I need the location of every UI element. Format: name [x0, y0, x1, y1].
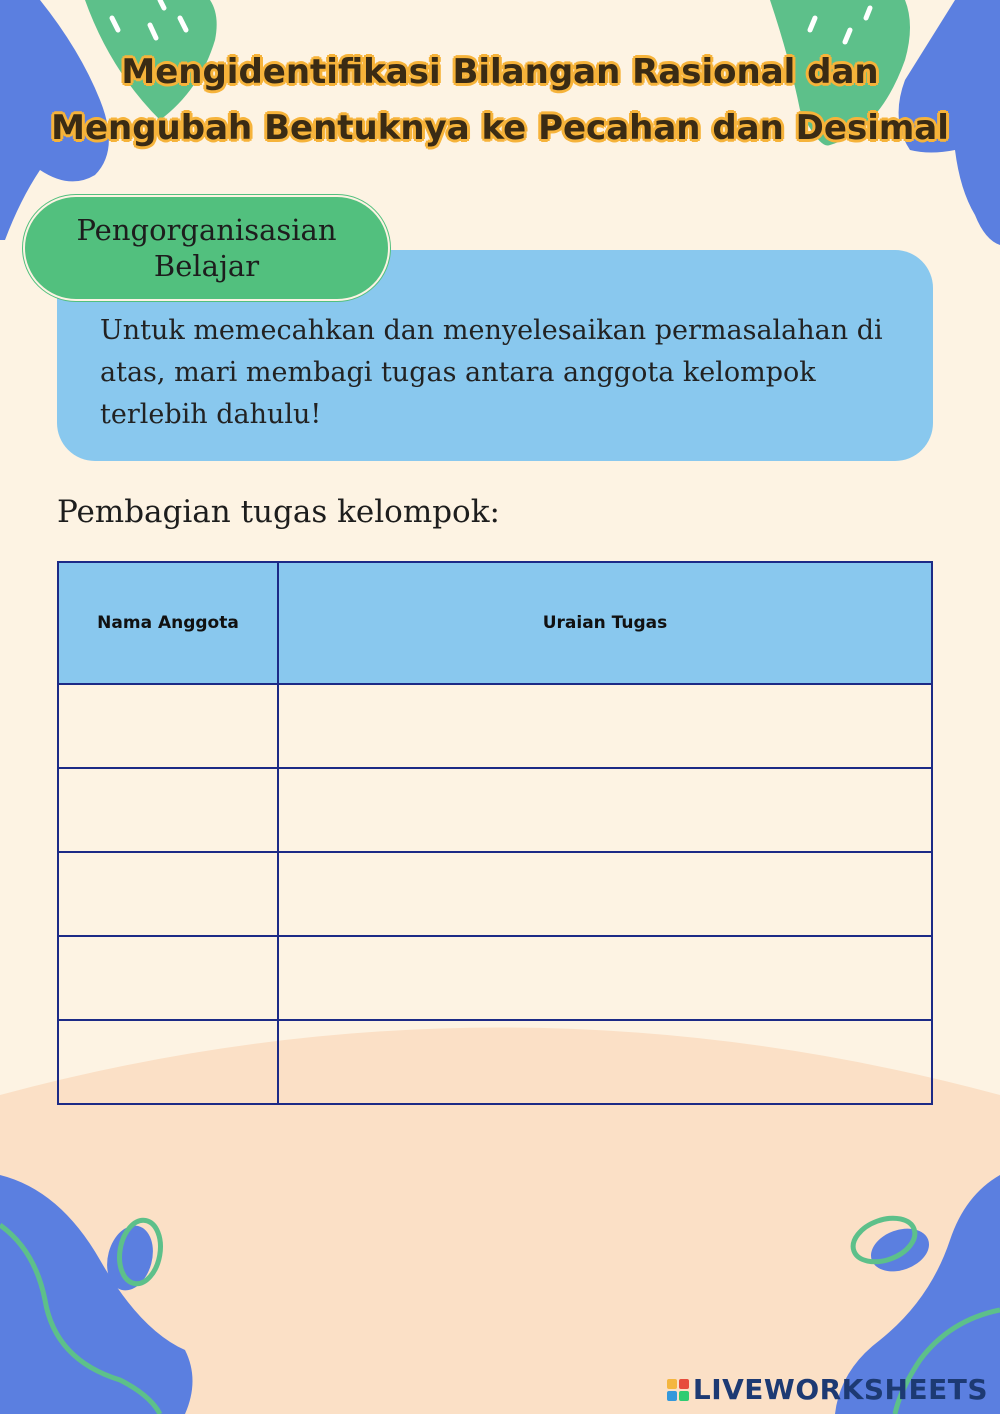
- task-table-heading: Pembagian tugas kelompok:: [57, 494, 500, 530]
- task-description-cell[interactable]: [278, 852, 932, 936]
- member-name-cell[interactable]: [58, 936, 278, 1020]
- member-name-cell[interactable]: [58, 768, 278, 852]
- table-row: [58, 1020, 932, 1104]
- section-label-pill: [25, 197, 388, 299]
- table-row: [58, 684, 932, 768]
- task-description-cell[interactable]: [278, 684, 932, 768]
- instruction-text: Untuk memecahkan dan menyelesaikan permasalahan di atas, mari membagi tugas antara anggota kelompok terlebih dahulu!: [100, 315, 883, 430]
- member-name-cell[interactable]: [58, 1020, 278, 1104]
- task-description-cell[interactable]: [278, 768, 932, 852]
- liveworksheets-logo: [667, 1373, 988, 1406]
- task-table: [57, 561, 933, 1105]
- liveworksheets-logo-text: LIVEWORKSHEETS: [692, 1373, 988, 1406]
- liveworksheets-logo-icon: [667, 1379, 689, 1401]
- column-header-task-description: Uraian Tugas: [278, 562, 932, 684]
- member-name-cell[interactable]: [58, 684, 278, 768]
- task-description-cell[interactable]: [278, 936, 932, 1020]
- table-header-row: [58, 562, 932, 684]
- column-header-member-name: Nama Anggota: [58, 562, 278, 684]
- table-row: [58, 768, 932, 852]
- table-row: [58, 852, 932, 936]
- table-row: [58, 936, 932, 1020]
- task-description-cell[interactable]: [278, 1020, 932, 1104]
- section-label: Pengorganisasian Belajar: [76, 213, 337, 283]
- member-name-cell[interactable]: [58, 852, 278, 936]
- page-title: Mengidentifikasi Bilangan Rasional dan Mengubah Bentuknya ke Pecahan dan Desimal: [51, 52, 949, 148]
